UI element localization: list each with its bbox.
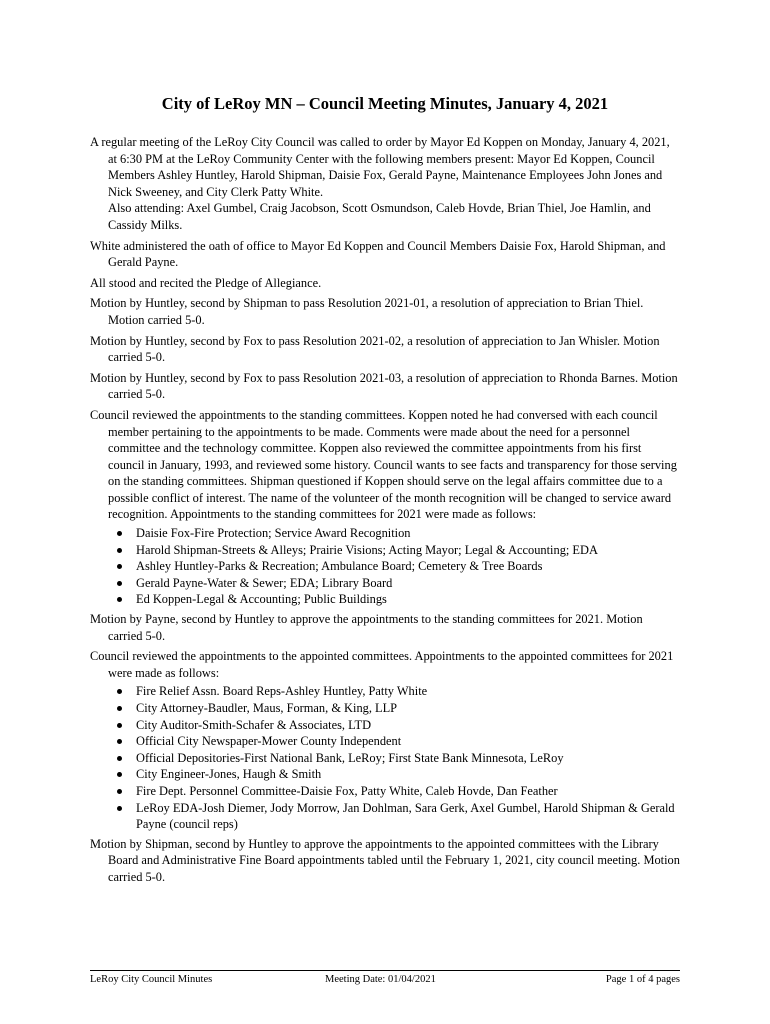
minutes-paragraph: [90, 611, 680, 644]
document-page: [90, 0, 680, 1024]
list-item: City Engineer-Jones, Haugh & Smith: [116, 766, 680, 783]
minutes-paragraph: [90, 238, 680, 271]
paragraph-text: Motion by Shipman, second by Huntley to approve the appointments to the appointed committees with the Library Board and Administrative Fine Board appointments tabled until the February 1, 2021, city council meeting. Motion carried 5-0.: [90, 836, 680, 884]
paragraph-text: Motion by Huntley, second by Fox to pass Resolution 2021-02, a resolution of appreciation to Jan Whisler. Motion carried 5-0.: [90, 333, 660, 365]
paragraph-text: Motion by Payne, second by Huntley to approve the appointments to the standing committees for 2021. Motion carried 5-0.: [90, 612, 643, 643]
minutes-paragraph: [90, 333, 680, 366]
minutes-paragraph: [90, 407, 680, 523]
list-item: Harold Shipman-Streets & Alleys; Prairie Visions; Acting Mayor; Legal & Accounting; EDA: [116, 542, 680, 559]
minutes-paragraph: [90, 370, 680, 403]
list-item: City Attorney-Baudler, Maus, Forman, & King, LLP: [116, 700, 680, 717]
list-item: Daisie Fox-Fire Protection; Service Award Recognition: [116, 525, 680, 542]
list-item: Official Depositories-First National Bank, LeRoy; First State Bank Minnesota, LeRoy: [116, 750, 680, 767]
list-item: Fire Relief Assn. Board Reps-Ashley Huntley, Patty White: [116, 683, 680, 700]
list-item: City Auditor-Smith-Schafer & Associates, LTD: [116, 717, 680, 734]
list-item: Ashley Huntley-Parks & Recreation; Ambulance Board; Cemetery & Tree Boards: [116, 558, 680, 575]
list-item: Gerald Payne-Water & Sewer; EDA; Library Board: [116, 575, 680, 592]
paragraph-text: Council reviewed the appointments to the standing committees. Koppen noted he had conversed with each council member pertaining to the appointments to be made. Comments were made about the need for a personnel committee and the technology committee. Koppen also reviewed the committee appointments from his first council in January, 1993, and reviewed some history. Council wants to see facts and transparency for those serving on the standing committees. Shipman questioned if Koppen should serve on the legal affairs committee due to a possible conflict of interest. The name of the volunteer of the month recognition will be changed to service award recognition. Appointments to the standing committees for 2021 were made as follows:: [90, 407, 677, 522]
paragraph-text: Motion by Huntley, second by Fox to pass Resolution 2021-03, a resolution of appreciation to Rhonda Barnes. Motion carried 5-0.: [90, 370, 678, 402]
paragraph-subtext: Also attending: Axel Gumbel, Craig Jacobson, Scott Osmundson, Caleb Hovde, Brian Thiel, Joe Hamlin, and Cassidy Milks.: [108, 201, 651, 232]
footer-document-name: LeRoy City Council Minutes: [90, 974, 213, 985]
document-title: City of LeRoy MN – Council Meeting Minutes, January 4, 2021: [161, 94, 609, 113]
paragraph-text: Motion by Huntley, second by Shipman to pass Resolution 2021-01, a resolution of appreciation to Brian Thiel. Motion carried 5-0.: [90, 296, 644, 327]
paragraph-text: White administered the oath of office to Mayor Ed Koppen and Council Members Daisie Fox, Harold Shipman, and Gerald Payne.: [90, 238, 666, 270]
paragraph-text: All stood and recited the Pledge of Allegiance.: [90, 275, 322, 290]
minutes-paragraph: [90, 275, 680, 292]
footer-divider: [90, 970, 680, 971]
appointment-list: [116, 683, 680, 832]
list-item: LeRoy EDA-Josh Diemer, Jody Morrow, Jan Dohlman, Sara Gerk, Axel Gumbel, Harold Shipman & Gerald Payne (council reps): [116, 800, 680, 833]
list-item: Official City Newspaper-Mower County Independent: [116, 733, 680, 750]
appointment-list: [116, 525, 680, 608]
minutes-paragraph: [90, 295, 680, 328]
footer-page-number: Page 1 of 4 pages: [605, 974, 680, 985]
footer-meeting-date: Meeting Date: 01/04/2021: [325, 974, 436, 985]
minutes-paragraph: [90, 134, 680, 234]
paragraph-text: A regular meeting of the LeRoy City Council was called to order by Mayor Ed Koppen on Monday, January 4, 2021, at 6:30 PM at the LeRoy Community Center with the following members present: Mayor Ed Koppen, Council Members Ashley Huntley, Harold Shipman, Daisie Fox, Gerald Payne, Maintenance Employees John Jones and Nick Sweeney, and City Clerk Patty White.: [90, 135, 670, 199]
paragraph-text: Council reviewed the appointments to the appointed committees. Appointments to the appointed committees for 2021 were made as follows:: [90, 649, 674, 680]
list-item: Ed Koppen-Legal & Accounting; Public Buildings: [116, 591, 680, 608]
list-item: Fire Dept. Personnel Committee-Daisie Fox, Patty White, Caleb Hovde, Dan Feather: [116, 783, 680, 800]
minutes-paragraph: [90, 648, 680, 681]
minutes-body: [90, 134, 680, 890]
minutes-paragraph: [90, 836, 680, 886]
